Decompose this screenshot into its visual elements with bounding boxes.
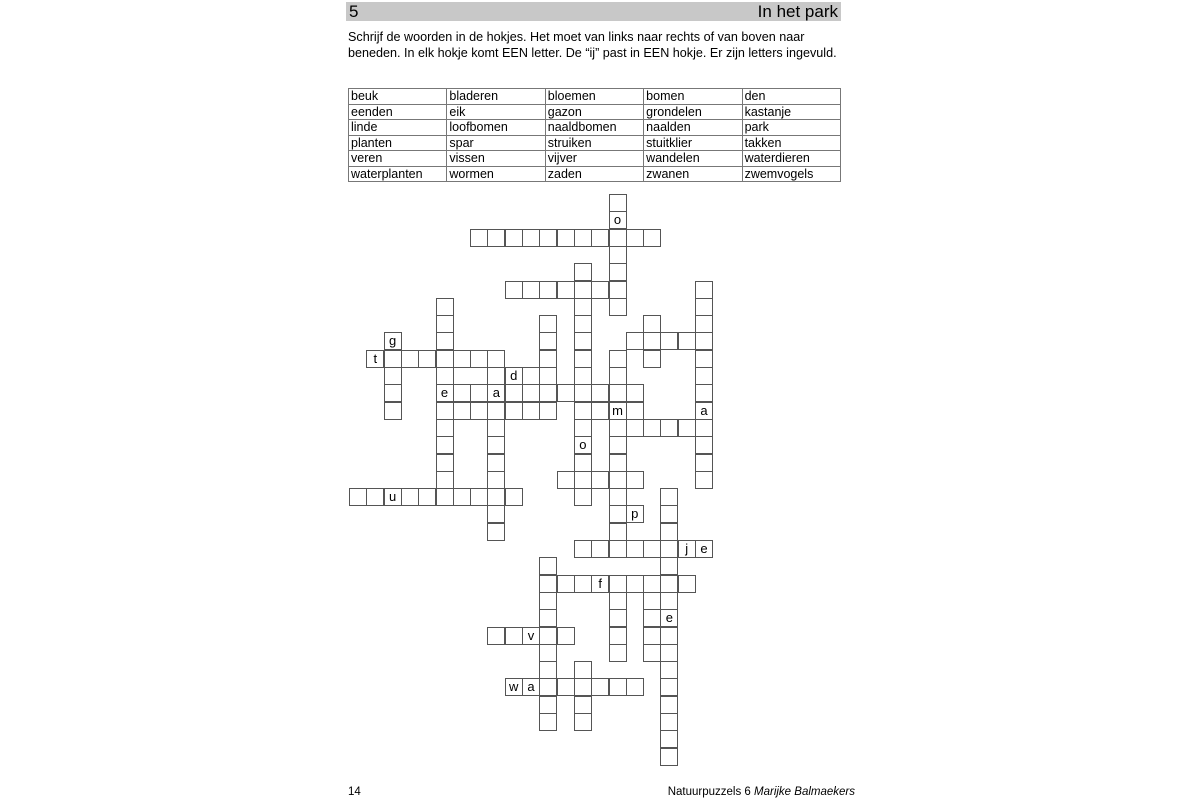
crossword-cell[interactable] (609, 436, 627, 454)
crossword-cell[interactable] (626, 678, 644, 696)
crossword-cell[interactable] (609, 281, 627, 299)
word-cell: beuk (349, 89, 447, 105)
crossword-cell[interactable] (643, 540, 661, 558)
crossword-cell[interactable] (505, 627, 523, 645)
crossword-cell[interactable] (539, 644, 557, 662)
crossword-cell[interactable] (505, 488, 523, 506)
crossword-cell[interactable] (591, 384, 609, 402)
crossword-cell[interactable] (574, 661, 592, 679)
crossword-cell[interactable] (660, 644, 678, 662)
word-cell: takken (742, 135, 840, 151)
crossword-cell[interactable] (574, 540, 592, 558)
crossword-cell[interactable] (401, 488, 419, 506)
crossword-cell[interactable] (609, 384, 627, 402)
crossword-cell[interactable] (574, 229, 592, 247)
crossword-cell[interactable] (609, 609, 627, 627)
crossword-cell[interactable] (539, 661, 557, 679)
book-title: Natuurpuzzels 6 (667, 786, 751, 798)
puzzle-title: In het park (757, 1, 838, 21)
crossword-given-letter[interactable]: p (626, 505, 644, 523)
crossword-cell[interactable] (609, 419, 627, 437)
crossword-cell[interactable] (574, 384, 592, 402)
crossword-cell[interactable] (384, 367, 402, 385)
crossword-cell[interactable] (436, 332, 454, 350)
crossword-cell[interactable] (643, 332, 661, 350)
word-cell: bomen (644, 89, 742, 105)
crossword-cell[interactable] (487, 367, 505, 385)
crossword-cell[interactable] (574, 315, 592, 333)
crossword-cell[interactable] (678, 332, 696, 350)
crossword-cell[interactable] (539, 384, 557, 402)
crossword-cell[interactable] (678, 419, 696, 437)
crossword-cell[interactable] (557, 627, 575, 645)
crossword-cell[interactable] (539, 609, 557, 627)
crossword-cell[interactable] (557, 384, 575, 402)
crossword-cell[interactable] (436, 350, 454, 368)
crossword-cell[interactable] (436, 315, 454, 333)
crossword-cell[interactable] (626, 384, 644, 402)
crossword-cell[interactable] (453, 384, 471, 402)
crossword-cell[interactable] (643, 350, 661, 368)
crossword-cell[interactable] (643, 627, 661, 645)
crossword-cell[interactable] (695, 298, 713, 316)
crossword-cell[interactable] (487, 350, 505, 368)
word-cell: eenden (349, 104, 447, 120)
footer-credit (668, 786, 855, 798)
crossword-cell[interactable] (695, 367, 713, 385)
crossword-cell[interactable] (660, 523, 678, 541)
crossword-given-letter[interactable]: o (609, 211, 627, 229)
crossword-cell[interactable] (609, 644, 627, 662)
crossword-given-letter[interactable]: a (487, 384, 505, 402)
crossword-cell[interactable] (539, 281, 557, 299)
crossword-cell[interactable] (678, 575, 696, 593)
word-cell: gazon (545, 104, 643, 120)
word-cell: eik (447, 104, 545, 120)
word-cell: naalden (644, 120, 742, 136)
crossword-cell[interactable] (591, 402, 609, 420)
crossword-cell[interactable] (695, 436, 713, 454)
crossword-cell[interactable] (487, 505, 505, 523)
crossword-cell[interactable] (522, 367, 540, 385)
crossword-cell[interactable] (695, 419, 713, 437)
crossword-cell[interactable] (436, 402, 454, 420)
word-cell: struiken (545, 135, 643, 151)
crossword-cell[interactable] (574, 575, 592, 593)
crossword-cell[interactable] (522, 384, 540, 402)
crossword-cell[interactable] (591, 471, 609, 489)
crossword-cell[interactable] (660, 661, 678, 679)
crossword-cell[interactable] (539, 350, 557, 368)
crossword-cell[interactable] (487, 627, 505, 645)
page-number: 14 (348, 786, 361, 798)
crossword-cell[interactable] (609, 540, 627, 558)
crossword-cell[interactable] (609, 575, 627, 593)
crossword-cell[interactable] (643, 644, 661, 662)
crossword-cell[interactable] (487, 436, 505, 454)
crossword-cell[interactable] (695, 315, 713, 333)
instructions-text: Schrijf de woorden in de hokjes. Het moet van links naar rechts of van boven naar beneden. In elk hokje komt EEN letter. De “ij” past in EEN hokje. Er zijn letters ingevuld. (348, 30, 837, 60)
word-cell: den (742, 89, 840, 105)
crossword-cell[interactable] (418, 488, 436, 506)
crossword-cell[interactable] (539, 229, 557, 247)
author-name: Marijke Balmaekers (754, 786, 855, 798)
crossword-cell[interactable] (609, 367, 627, 385)
crossword-cell[interactable] (660, 488, 678, 506)
crossword-given-letter[interactable]: u (384, 488, 402, 506)
crossword-given-letter[interactable]: w (505, 678, 523, 696)
crossword-given-letter[interactable]: e (660, 609, 678, 627)
crossword-cell[interactable] (591, 678, 609, 696)
crossword-cell[interactable] (470, 402, 488, 420)
crossword-cell[interactable] (660, 696, 678, 714)
crossword-cell[interactable] (609, 263, 627, 281)
crossword-cell[interactable] (609, 246, 627, 264)
crossword-cell[interactable] (660, 627, 678, 645)
word-cell: wandelen (644, 151, 742, 167)
word-cell: veren (349, 151, 447, 167)
crossword-cell[interactable] (660, 575, 678, 593)
crossword-cell[interactable] (401, 350, 419, 368)
crossword-given-letter[interactable]: g (384, 332, 402, 350)
crossword-given-letter[interactable]: e (695, 540, 713, 558)
crossword-cell[interactable] (557, 575, 575, 593)
crossword-cell[interactable] (470, 229, 488, 247)
crossword-cell[interactable] (574, 402, 592, 420)
crossword-cell[interactable] (418, 350, 436, 368)
crossword-cell[interactable] (609, 229, 627, 247)
crossword-cell[interactable] (695, 350, 713, 368)
word-cell: waterdieren (742, 151, 840, 167)
crossword-cell[interactable] (574, 298, 592, 316)
word-cell: park (742, 120, 840, 136)
crossword-cell[interactable] (557, 281, 575, 299)
crossword-cell[interactable] (505, 402, 523, 420)
crossword-cell[interactable] (470, 350, 488, 368)
crossword-given-letter[interactable]: d (505, 367, 523, 385)
crossword-cell[interactable] (574, 713, 592, 731)
crossword-cell[interactable] (522, 402, 540, 420)
crossword-cell[interactable] (487, 488, 505, 506)
crossword-cell[interactable] (574, 419, 592, 437)
crossword-cell[interactable] (436, 471, 454, 489)
crossword-cell[interactable] (436, 419, 454, 437)
word-cell: planten (349, 135, 447, 151)
crossword-cell[interactable] (436, 436, 454, 454)
word-cell: zwanen (644, 166, 742, 182)
crossword-cell[interactable] (609, 523, 627, 541)
crossword-cell[interactable] (643, 575, 661, 593)
crossword-cell[interactable] (660, 748, 678, 766)
word-cell: vijver (545, 151, 643, 167)
crossword-cell[interactable] (660, 730, 678, 748)
crossword-cell[interactable] (487, 419, 505, 437)
crossword-cell[interactable] (626, 332, 644, 350)
crossword-cell[interactable] (660, 505, 678, 523)
crossword-cell[interactable] (539, 678, 557, 696)
crossword-cell[interactable] (505, 281, 523, 299)
crossword-cell[interactable] (609, 454, 627, 472)
crossword-cell[interactable] (626, 419, 644, 437)
word-cell: zwemvogels (742, 166, 840, 182)
crossword-cell[interactable] (384, 350, 402, 368)
crossword-cell[interactable] (539, 315, 557, 333)
crossword-cell[interactable] (609, 592, 627, 610)
crossword-cell[interactable] (609, 505, 627, 523)
crossword-cell[interactable] (505, 384, 523, 402)
crossword-cell[interactable] (643, 592, 661, 610)
crossword-given-letter[interactable]: o (574, 436, 592, 454)
crossword-cell[interactable] (626, 229, 644, 247)
crossword-cell[interactable] (574, 367, 592, 385)
crossword-cell[interactable] (487, 523, 505, 541)
crossword-cell[interactable] (695, 384, 713, 402)
crossword-cell[interactable] (539, 557, 557, 575)
crossword-cell[interactable] (539, 367, 557, 385)
crossword-cell[interactable] (643, 609, 661, 627)
crossword-given-letter[interactable]: m (609, 402, 627, 420)
crossword-given-letter[interactable]: t (366, 350, 384, 368)
crossword-cell[interactable] (574, 454, 592, 472)
crossword-cell[interactable] (660, 557, 678, 575)
crossword-cell[interactable] (574, 263, 592, 281)
crossword-given-letter[interactable]: f (591, 575, 609, 593)
crossword-cell[interactable] (539, 332, 557, 350)
word-cell: vissen (447, 151, 545, 167)
word-cell: grondelen (644, 104, 742, 120)
crossword-cell[interactable] (626, 540, 644, 558)
crossword-cell[interactable] (609, 678, 627, 696)
word-cell: waterplanten (349, 166, 447, 182)
word-cell: loofbomen (447, 120, 545, 136)
crossword-cell[interactable] (487, 454, 505, 472)
crossword-cell[interactable] (695, 332, 713, 350)
crossword-cell[interactable] (574, 471, 592, 489)
crossword-cell[interactable] (436, 367, 454, 385)
crossword-cell[interactable] (539, 713, 557, 731)
crossword-cell[interactable] (384, 384, 402, 402)
crossword-cell[interactable] (436, 298, 454, 316)
crossword-cell[interactable] (539, 592, 557, 610)
crossword-cell[interactable] (436, 454, 454, 472)
crossword-cell[interactable] (591, 281, 609, 299)
crossword-cell[interactable] (366, 488, 384, 506)
crossword-given-letter[interactable]: a (522, 678, 540, 696)
crossword-cell[interactable] (436, 488, 454, 506)
crossword-cell[interactable] (660, 592, 678, 610)
crossword-cell[interactable] (539, 696, 557, 714)
crossword-cell[interactable] (660, 713, 678, 731)
crossword-cell[interactable] (487, 229, 505, 247)
crossword-cell[interactable] (695, 281, 713, 299)
crossword-cell[interactable] (695, 454, 713, 472)
crossword-cell[interactable] (660, 419, 678, 437)
crossword-cell[interactable] (453, 488, 471, 506)
crossword-cell[interactable] (609, 488, 627, 506)
crossword-cell[interactable] (557, 229, 575, 247)
crossword-cell[interactable] (643, 229, 661, 247)
crossword-cell[interactable] (591, 540, 609, 558)
crossword-cell[interactable] (557, 678, 575, 696)
crossword-cell[interactable] (609, 194, 627, 212)
crossword-cell[interactable] (453, 402, 471, 420)
crossword-cell[interactable] (643, 315, 661, 333)
crossword-cell[interactable] (505, 229, 523, 247)
crossword-cell[interactable] (609, 298, 627, 316)
crossword-cell[interactable] (453, 350, 471, 368)
crossword-cell[interactable] (384, 402, 402, 420)
word-cell: linde (349, 120, 447, 136)
crossword-cell[interactable] (574, 488, 592, 506)
crossword-cell[interactable] (626, 402, 644, 420)
word-cell: spar (447, 135, 545, 151)
crossword-cell[interactable] (487, 471, 505, 489)
crossword-cell[interactable] (660, 540, 678, 558)
crossword-cell[interactable] (695, 471, 713, 489)
puzzle-number: 5 (349, 1, 359, 21)
crossword-cell[interactable] (557, 471, 575, 489)
word-cell: stuitklier (644, 135, 742, 151)
crossword-given-letter[interactable]: v (522, 627, 540, 645)
crossword-cell[interactable] (470, 488, 488, 506)
crossword-cell[interactable] (539, 575, 557, 593)
word-cell: bladeren (447, 89, 545, 105)
crossword-cell[interactable] (470, 384, 488, 402)
crossword-cell[interactable] (609, 627, 627, 645)
crossword-cell[interactable] (626, 575, 644, 593)
crossword-cell[interactable] (626, 471, 644, 489)
crossword-given-letter[interactable]: e (436, 384, 454, 402)
word-cell: kastanje (742, 104, 840, 120)
crossword-cell[interactable] (349, 488, 367, 506)
crossword-cell[interactable] (539, 627, 557, 645)
crossword-cell[interactable] (522, 281, 540, 299)
crossword-cell[interactable] (591, 229, 609, 247)
crossword-cell[interactable] (643, 419, 661, 437)
crossword-cell[interactable] (574, 281, 592, 299)
crossword-cell[interactable] (574, 696, 592, 714)
word-cell: bloemen (545, 89, 643, 105)
crossword-cell[interactable] (609, 350, 627, 368)
crossword-cell[interactable] (609, 471, 627, 489)
crossword-given-letter[interactable]: j (678, 540, 696, 558)
crossword-cell[interactable] (660, 678, 678, 696)
word-cell: zaden (545, 166, 643, 182)
word-cell: naaldbomen (545, 120, 643, 136)
crossword-given-letter[interactable]: a (695, 402, 713, 420)
word-cell: wormen (447, 166, 545, 182)
crossword-cell[interactable] (660, 332, 678, 350)
crossword-cell[interactable] (487, 402, 505, 420)
crossword-cell[interactable] (522, 229, 540, 247)
crossword-cell[interactable] (574, 678, 592, 696)
crossword-cell[interactable] (574, 332, 592, 350)
crossword-cell[interactable] (574, 350, 592, 368)
crossword-cell[interactable] (539, 402, 557, 420)
